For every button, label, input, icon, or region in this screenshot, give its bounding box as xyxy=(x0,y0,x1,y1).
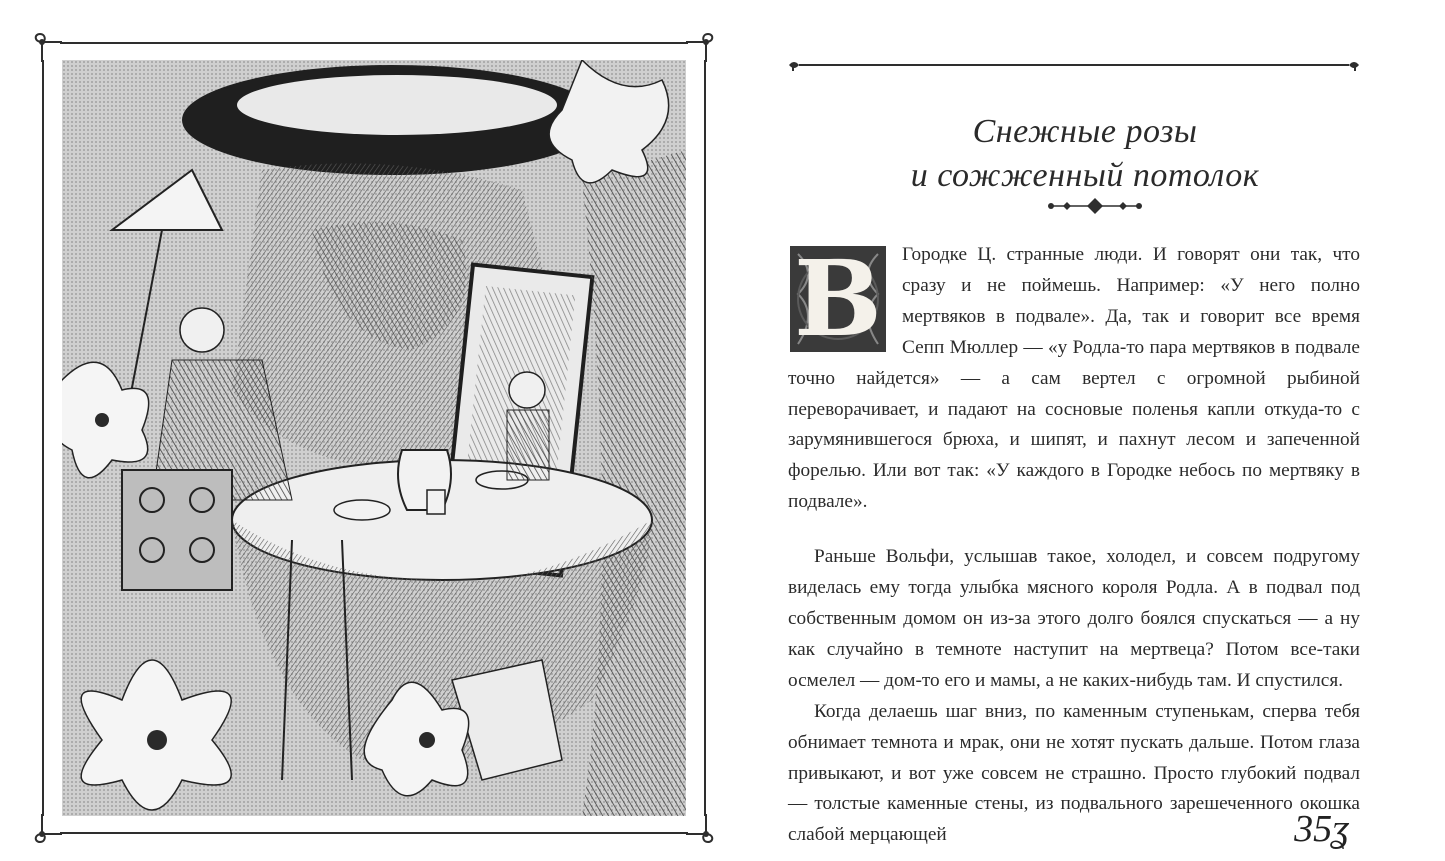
corner-ornament-icon xyxy=(686,814,716,844)
frame-border-bottom xyxy=(60,832,688,834)
page-number xyxy=(1294,807,1349,851)
text-page xyxy=(785,0,1385,861)
dropcap-letter: В xyxy=(794,237,882,360)
chapter-title xyxy=(785,110,1385,198)
dropcap xyxy=(788,237,888,360)
page-number-glyph: ʓ xyxy=(1332,808,1349,850)
title-ornament-icon xyxy=(1047,196,1143,216)
corner-ornament-icon xyxy=(32,32,62,62)
header-rule-ornament-icon xyxy=(789,58,1359,72)
corner-ornament-icon xyxy=(686,32,716,62)
engraving-illustration xyxy=(62,60,686,816)
frame-border-left xyxy=(42,60,44,816)
chapter-body xyxy=(788,237,1360,851)
paragraph-1: Городке Ц. странные люди. И говорят они так, что сразу и не поймешь. Например: «У него полно мертвяков в подвале». Да, так и говорит все время Сепп Мюллер — «у Родла-то пара мертвяков в подвале точно найдется» — а сам вертел с огромной рыбиной переворачивает, и падают на сосновые поленья капли откуда-то с зарумянившегося брюха, и шипят, и пахнут лесом и запеченной форелью. Или вот так: «У каждого в Городке небось по мертвяку в подвале». xyxy=(788,244,1360,513)
page-number-value: 35 xyxy=(1294,808,1333,850)
illustration-frame xyxy=(38,38,710,838)
paragraph-3: Когда делаешь шаг вниз, по каменным ступенькам, сперва тебя обнимает темнота и мрак, они не хотят пускать дальше. Потом глаза привыкают, и вот уже совсем не страшно. Просто глубокий подвал — толстые каменные стены, из подвального зарешеченного окошка слабой мерцающей xyxy=(788,700,1360,846)
chapter-title-line2: и сожженный потолок xyxy=(910,157,1260,194)
frame-border-top xyxy=(60,42,688,44)
corner-ornament-icon xyxy=(32,814,62,844)
chapter-title-line1: Снежные розы xyxy=(972,113,1198,150)
paragraph-2: Раньше Вольфи, услышав такое, холодел, и совсем подругому виделась ему тогда улыбка мясного короля Родла. А в подвал под собственным домом он из-за этого долго боялся спускаться — а ну как случайно в темноте наступит на мертвеца? Потом все-таки осмелел — дом-то его и мамы, а не каких-нибудь там. И спустился. xyxy=(788,546,1360,691)
illustration-drawing xyxy=(62,60,686,816)
frame-border-right xyxy=(704,60,706,816)
